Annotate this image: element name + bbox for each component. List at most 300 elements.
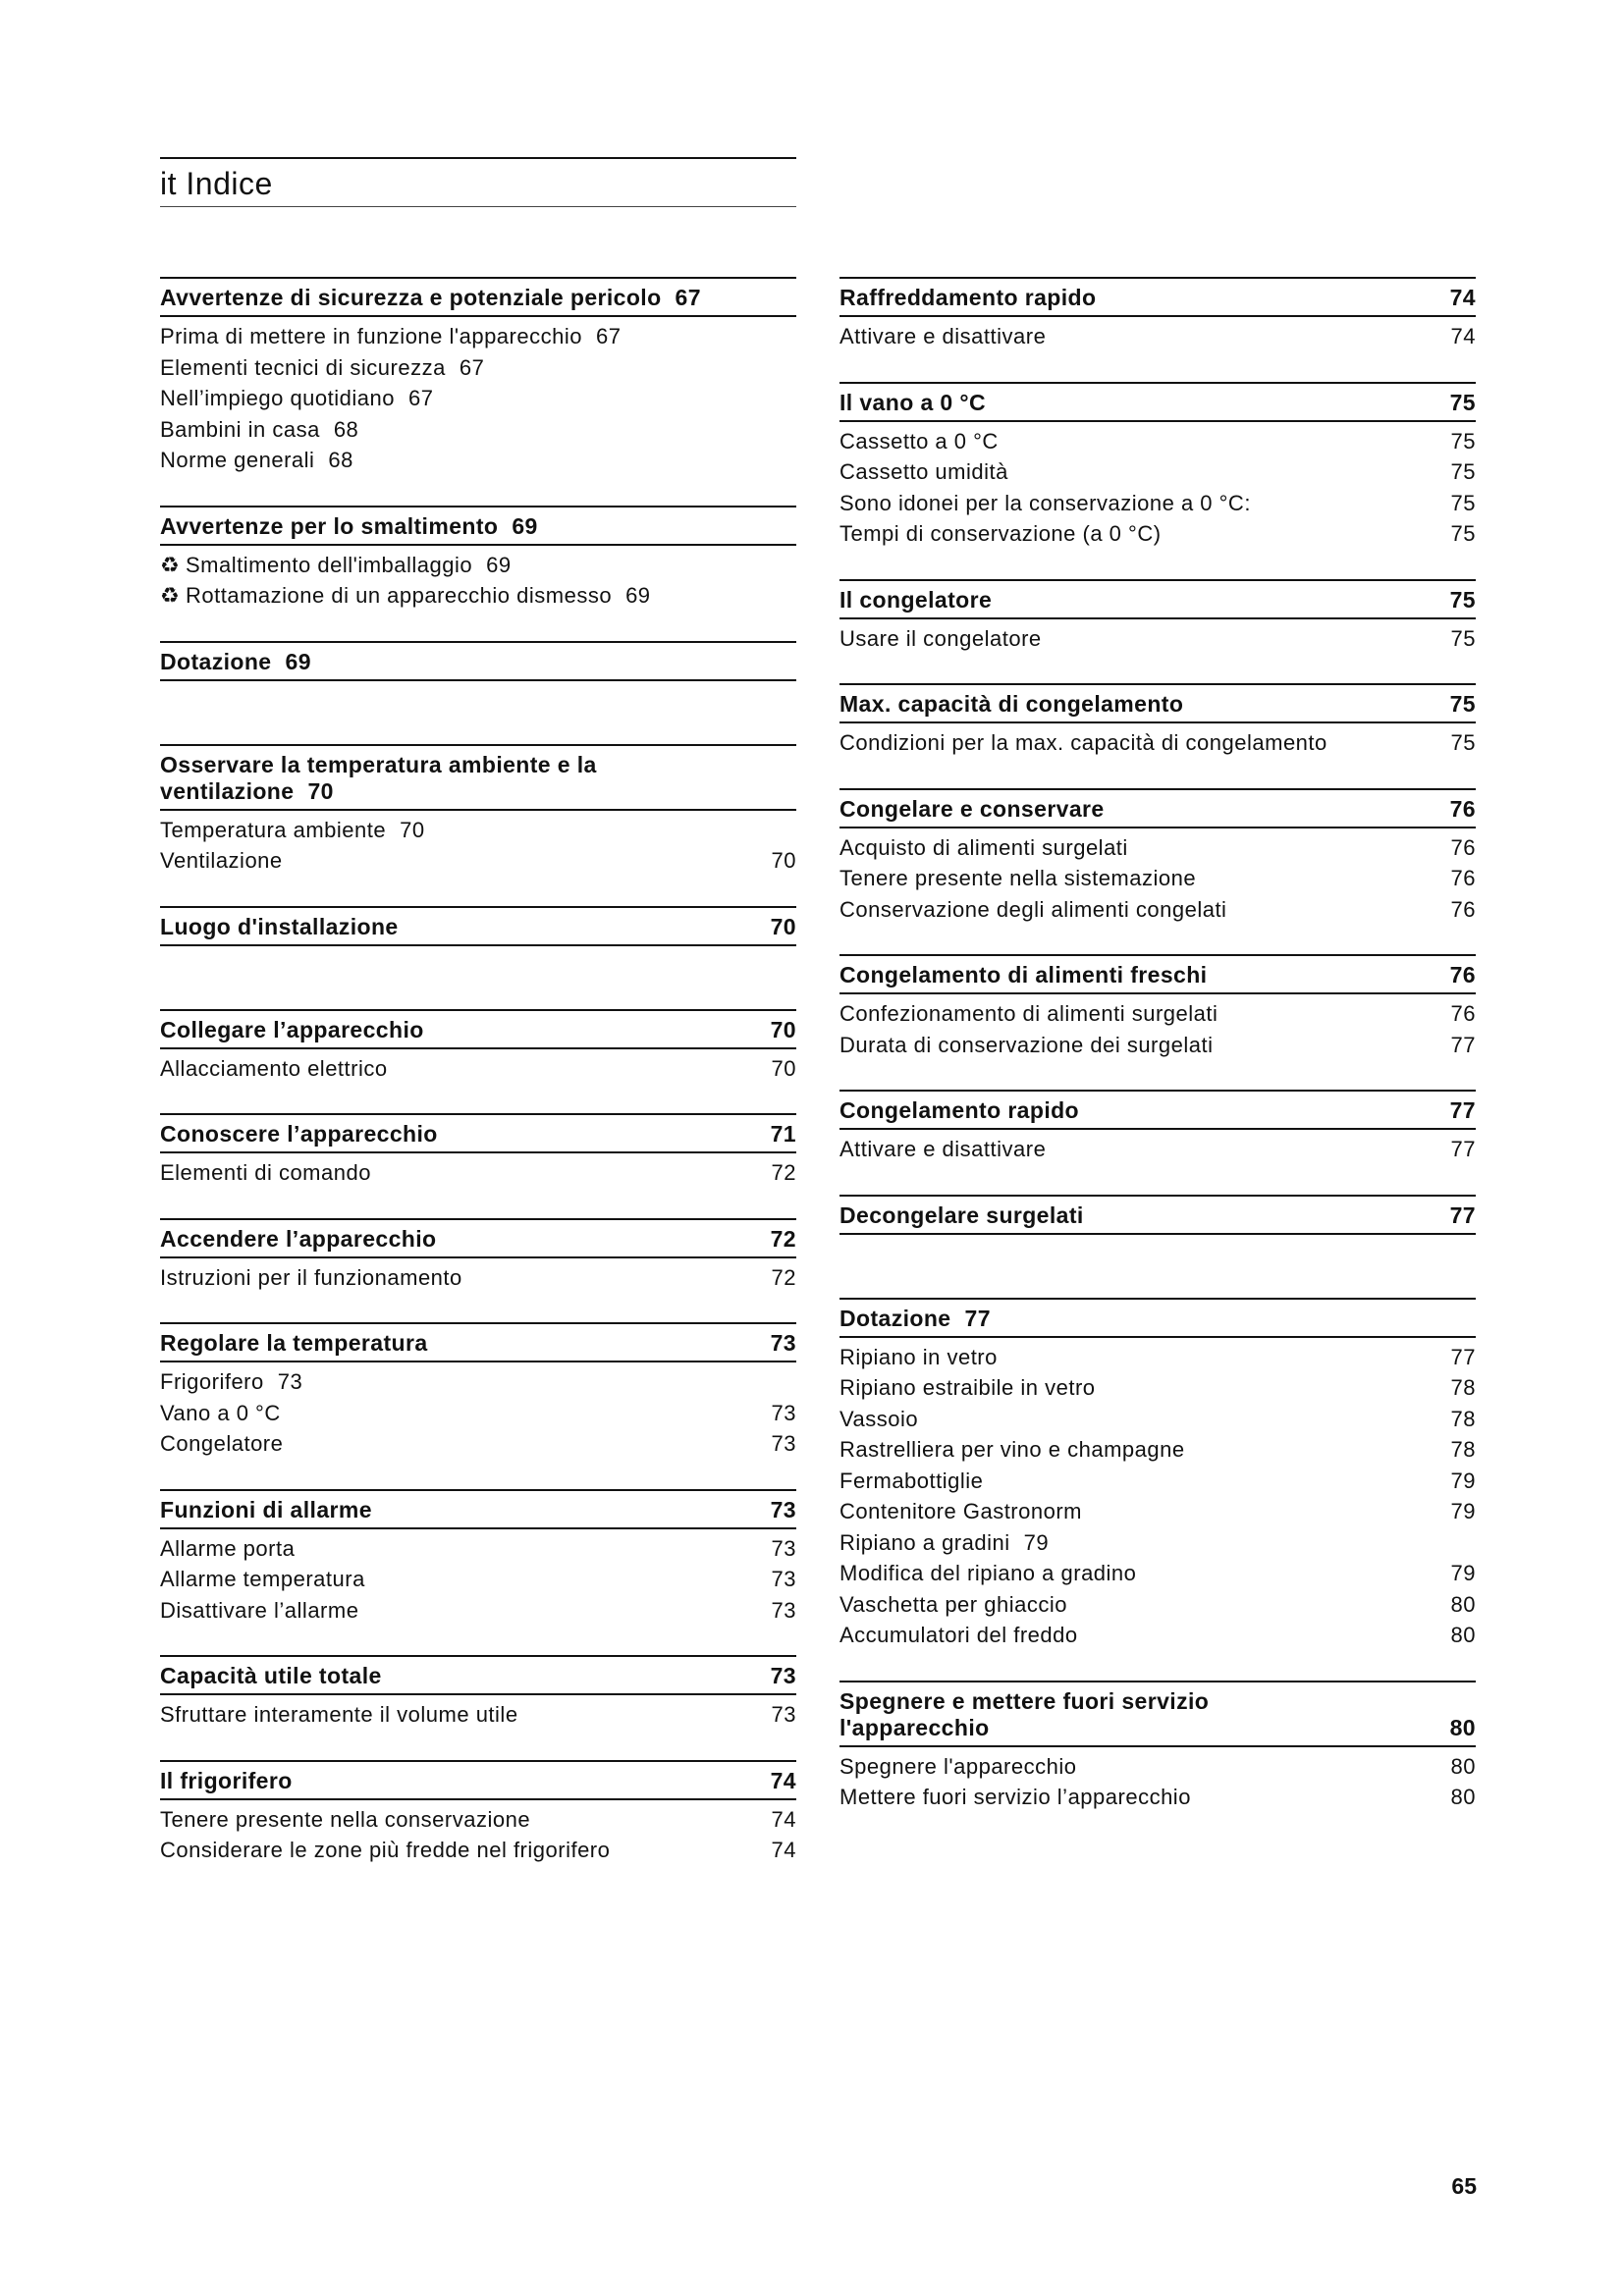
toc-entry[interactable] [839,1342,1476,1373]
toc-entry[interactable] [160,1533,796,1565]
toc-entry-label [160,352,484,384]
toc-entry-list [839,317,1476,352]
toc-section-title [160,285,796,311]
toc-entry-label [839,1620,1078,1651]
toc-section-page: 69 [285,648,311,674]
toc-section-heading[interactable] [160,1489,796,1529]
toc-entry-page: 67 [459,354,485,380]
toc-entry[interactable] [160,445,796,476]
toc-section-page: 76 [1449,962,1476,988]
toc-left-column [160,277,796,1896]
toc-section-title-text: Il frigorifero [160,1767,293,1793]
toc-entry[interactable] [160,1398,796,1429]
toc-section-title-text: Avvertenze per lo smaltimento [160,512,499,539]
toc-section-title-text: Capacità utile totale [160,1663,382,1688]
toc-entry-text: Prima di mettere in funzione l'apparecchio [160,324,582,348]
toc-section-title-text: Decongelare surgelati [839,1201,1084,1228]
toc-section-heading[interactable] [160,506,796,546]
toc-entry-label [839,1030,1213,1061]
toc-entry-label [839,623,1042,655]
toc-section-page: 72 [770,1225,796,1252]
toc-section-title-text: Dotazione [160,648,272,674]
toc-entry[interactable] [839,1782,1476,1813]
toc-section-page: 73 [770,1496,796,1522]
toc-entry-label [839,832,1128,864]
toc-entry-text: Rottamazione di un apparecchio dismesso [186,583,613,608]
toc-entry[interactable] [839,863,1476,894]
toc-section [839,1195,1476,1268]
toc-entry-list [839,723,1476,759]
toc-entry-text: Acquisto di alimenti surgelati [839,834,1128,860]
toc-entry-text: Ripiano estraibile in vetro [839,1375,1096,1400]
toc-section-title-text: Congelamento di alimenti freschi [839,962,1208,988]
toc-entry[interactable] [160,1366,796,1398]
toc-section-title [160,914,761,940]
toc-section-title-text: Osservare la temperatura ambiente e la ventilazione [160,751,597,804]
toc-section-page: 77 [1449,1201,1476,1228]
toc-section [839,788,1476,926]
toc-entry-list [839,1338,1476,1651]
toc-entry-text: Mettere fuori servizio l’apparecchio [839,1785,1191,1809]
toc-entry[interactable] [839,1372,1476,1404]
toc-section [160,1655,796,1731]
toc-entry[interactable] [160,1053,796,1085]
toc-section-title [160,1330,761,1357]
toc-entry-page: 76 [1450,896,1476,922]
toc-section [839,683,1476,759]
toc-entry-text: Tempi di conservazione (a 0 °C) [839,521,1162,546]
toc-entry-page: 79 [1023,1529,1050,1555]
toc-entry-page: 76 [1450,866,1476,890]
toc-section-title [160,1768,761,1794]
toc-entry-list [160,317,796,476]
toc-entry[interactable] [839,998,1476,1030]
toc-section-heading[interactable] [839,1090,1476,1130]
toc-section-title-text: Luogo d'installazione [160,913,399,939]
toc-section-title-text: Spegnere e mettere fuori servizio l'apparecchio [839,1687,1210,1740]
toc-entry-page: 80 [1450,1591,1476,1617]
toc-entry-label [839,1589,1067,1621]
toc-section-page: 77 [964,1305,991,1331]
toc-section-title-text: Congelamento rapido [839,1097,1080,1123]
toc-entry-list [839,828,1476,926]
toc-section-page: 70 [307,777,334,804]
toc-section [160,744,796,877]
toc-entry[interactable] [160,1699,796,1731]
toc-entry-text: Congelatore [160,1431,284,1456]
toc-entry-text: Sono idonei per la conservazione a 0 °C: [839,490,1251,515]
toc-entry[interactable] [839,1466,1476,1497]
toc-entry-text: Sfruttare interamente il volume utile [160,1702,518,1727]
toc-entry[interactable] [839,727,1476,759]
toc-entry[interactable] [160,383,796,414]
toc-section [160,1322,796,1460]
toc-section-title [160,1017,761,1043]
toc-entry-text: Frigorifero [160,1369,264,1394]
toc-entry-text: Rastrelliera per vino e champagne [839,1437,1185,1462]
toc-entry[interactable] [839,1030,1476,1061]
toc-entry-label [160,1835,610,1866]
toc-entry-label [839,488,1251,519]
toc-entry-page: 78 [1450,1375,1476,1400]
toc-entry-list [839,1130,1476,1165]
toc-section [839,1090,1476,1165]
toc-section [160,277,796,476]
toc-entry-label [839,426,999,457]
toc-section [160,1489,796,1627]
toc-section-heading[interactable] [839,1195,1476,1235]
toc-entry-list [839,619,1476,655]
toc-entry-page: 68 [328,448,353,472]
toc-entry-text: Contenitore Gastronorm [839,1499,1082,1523]
toc-section-heading[interactable] [160,1655,796,1695]
toc-entry-label [839,1342,998,1373]
toc-entry-page: 80 [1450,1753,1476,1779]
toc-entry-label [839,1404,918,1435]
toc-entry-text: Vassoio [839,1406,919,1431]
toc-entry-page: 74 [1450,324,1476,348]
toc-entry[interactable] [160,815,796,846]
toc-section-heading[interactable] [839,788,1476,828]
toc-section [839,954,1476,1060]
toc-section-heading[interactable] [839,382,1476,422]
toc-entry-label [839,1434,1185,1466]
toc-entry-text: Fermabottiglie [839,1468,984,1493]
toc-entry-label [839,1134,1046,1165]
toc-entry-text: Attivare e disattivare [839,324,1047,348]
toc-section-page: 74 [770,1767,796,1793]
toc-entry-page: 77 [1450,1137,1476,1161]
toc-entry[interactable] [160,1428,796,1460]
toc-entry-page: 73 [771,1400,796,1425]
toc-section [839,1298,1476,1651]
toc-entry-text: Temperatura ambiente [160,817,387,842]
toc-entry-text: Cassetto umidità [839,459,1008,484]
toc-section-heading[interactable] [839,579,1476,619]
toc-section-title [160,1226,761,1253]
toc-section-title [839,1097,1440,1124]
toc-entry-page: 72 [771,1264,796,1290]
toc-entry-label [839,1496,1082,1527]
toc-section-title-text: Il congelatore [839,586,993,613]
toc-entry-page: 75 [1450,521,1476,546]
toc-entry-label [160,445,353,476]
toc-section-page: 69 [512,512,538,539]
toc-section-heading[interactable] [839,1298,1476,1338]
index-header [160,157,796,207]
toc-entry-page: 73 [771,1567,796,1591]
toc-entry-text: Confezionamento di alimenti surgelati [839,1001,1218,1026]
recycle-icon: ♻ [160,583,181,608]
toc-section-page: 80 [1449,1714,1476,1740]
toc-section-heading[interactable] [839,954,1476,994]
toc-section-title [160,1497,761,1523]
toc-section-title [839,587,1440,614]
toc-entry[interactable] [839,1751,1476,1783]
toc-section-spacer [160,946,796,980]
toc-entry-text: Ripiano in vetro [839,1344,998,1369]
toc-entry-page: 80 [1450,1623,1476,1647]
toc-entry-page: 79 [1450,1561,1476,1585]
toc-entry-text: Nell’impiego quotidiano [160,386,395,410]
toc-entry-label [839,863,1196,894]
toc-entry[interactable] [160,580,796,612]
toc-entry-page: 73 [771,1702,796,1727]
toc-entry-page: 67 [407,386,434,410]
toc-entry[interactable] [839,456,1476,488]
toc-entry-label [160,321,621,352]
toc-entry[interactable] [160,1835,796,1866]
toc-entry-page: 69 [625,583,651,608]
toc-entry[interactable] [839,1558,1476,1589]
toc-entry[interactable] [160,1157,796,1189]
toc-section-page: 70 [770,1016,796,1042]
toc-entry-page: 77 [1450,1344,1476,1369]
toc-section [160,906,796,980]
toc-entry[interactable] [160,414,796,446]
toc-entry-page: 73 [277,1369,303,1394]
toc-entry[interactable] [160,321,796,352]
toc-entry[interactable] [839,894,1476,926]
toc-entry-page: 74 [771,1806,796,1832]
toc-entry[interactable] [839,623,1476,655]
toc-section-title-text: Funzioni di allarme [160,1496,372,1522]
toc-entry[interactable] [839,321,1476,352]
toc-entry-label [160,815,425,846]
toc-entry-page: 73 [771,1535,796,1561]
toc-entry-text: Elementi di comando [160,1160,371,1185]
toc-entry-label [160,414,358,446]
toc-entry-label [839,998,1218,1030]
toc-section-heading[interactable] [839,277,1476,317]
toc-entry[interactable] [160,1804,796,1836]
toc-section-page: 74 [1449,285,1476,310]
toc-entry-label [160,1366,302,1398]
toc-section-spacer [160,681,796,715]
toc-entry-page: 77 [1450,1032,1476,1057]
toc-entry-text: Allacciamento elettrico [160,1055,388,1081]
toc-section-title [839,1202,1440,1229]
toc-entry-label [160,580,651,612]
toc-section [839,382,1476,550]
toc-section-title-text: Dotazione [839,1305,951,1331]
toc-entry-label [839,1751,1076,1783]
toc-section [160,506,796,612]
toc-section-heading[interactable] [839,683,1476,723]
toc-entry-page: 68 [333,416,359,442]
toc-section-title-text: Avvertenze di sicurezza e potenziale pericolo [160,285,662,310]
toc-section-title-text: Accendere l’apparecchio [160,1225,437,1252]
toc-section-heading[interactable] [160,906,796,946]
toc-section-title-text: Raffreddamento rapido [839,285,1097,310]
toc-section-page: 75 [1449,389,1476,415]
toc-section-heading[interactable] [160,744,796,811]
toc-section-title [839,1306,1476,1332]
toc-entry[interactable] [839,1496,1476,1527]
toc-entry-text: Durata di conservazione dei surgelati [839,1032,1214,1057]
recycle-icon: ♻ [160,552,181,577]
toc-entry-label [160,1595,358,1627]
toc-entry-text: Usare il congelatore [839,625,1042,651]
toc-entry-page: 70 [771,1055,796,1081]
toc-section-title [839,1688,1301,1741]
toc-entry-label [839,1527,1049,1559]
toc-entry-text: Allarme temperatura [160,1567,365,1591]
toc-entry-page: 75 [1450,730,1476,755]
toc-entry-list [160,1049,796,1085]
toc-entry-page: 75 [1450,459,1476,484]
toc-entry-page: 78 [1450,1406,1476,1431]
toc-entry[interactable] [160,1262,796,1294]
toc-entry-list [160,1153,796,1189]
toc-section-page: 73 [770,1330,796,1356]
toc-entry-label [160,383,433,414]
toc-entry-label [839,727,1327,759]
toc-entry-label [160,1699,518,1731]
toc-entry-page: 73 [771,1431,796,1456]
toc-section-heading[interactable] [160,1009,796,1049]
toc-entry[interactable] [839,426,1476,457]
toc-entry[interactable] [839,1589,1476,1621]
toc-section-page: 76 [1449,795,1476,822]
toc-entry-label [839,1782,1191,1813]
toc-entry[interactable] [160,550,796,581]
toc-entry-page: 73 [771,1597,796,1623]
toc-section-heading[interactable] [160,1322,796,1362]
toc-section-page: 71 [770,1121,796,1147]
toc-entry[interactable] [839,1620,1476,1651]
toc-entry[interactable] [839,1527,1476,1559]
toc-entry-list [160,811,796,877]
toc-section-title [839,390,1440,416]
toc-section-heading[interactable] [160,1760,796,1800]
toc-entry-label [160,1262,462,1294]
toc-entry-label [160,1157,371,1189]
toc-entry-text: Vaschetta per ghiaccio [839,1591,1067,1617]
toc-entry-label [160,1428,283,1460]
toc-entry-list [160,1258,796,1294]
toc-entry-text: Accumulatori del freddo [839,1623,1078,1647]
toc-entry-page: 76 [1450,834,1476,860]
toc-entry-label [160,1804,530,1836]
toc-entry-list [839,1747,1476,1813]
toc-entry-text: Condizioni per la max. capacità di congelamento [839,730,1327,755]
toc-entry-label [839,1372,1096,1404]
toc-section-heading[interactable] [160,641,796,681]
toc-section [839,579,1476,655]
toc-entry-page: 79 [1450,1468,1476,1493]
toc-section [160,641,796,715]
toc-section-title [160,752,622,805]
toc-section-spacer [839,1235,1476,1268]
toc-section-heading[interactable] [160,1113,796,1153]
toc-entry-label [160,550,512,581]
toc-section-title [160,649,796,675]
toc-entry-page: 79 [1450,1499,1476,1523]
toc-entry-label [160,845,283,877]
toc-section-title [839,285,1440,311]
toc-entry-text: Vano a 0 °C [160,1400,281,1425]
toc-section-title [839,691,1440,718]
toc-entry[interactable] [839,518,1476,550]
toc-section-title-text: Collegare l’apparecchio [160,1016,424,1042]
toc-section [160,1760,796,1866]
toc-entry-label [839,321,1046,352]
toc-entry-text: Disattivare l’allarme [160,1597,359,1623]
toc-entry-page: 70 [400,817,425,842]
toc-entry-list [160,546,796,612]
toc-entry-text: Tenere presente nella conservazione [160,1806,531,1832]
toc-entry-label [839,1466,983,1497]
toc-section [160,1009,796,1085]
toc-section-title-text: Max. capacità di congelamento [839,691,1184,717]
toc-section [160,1113,796,1189]
toc-entry-page: 76 [1450,1001,1476,1026]
toc-entry-page: 70 [771,848,796,873]
toc-entry-label [839,894,1226,926]
toc-section-title [160,513,796,540]
toc-section-page: 73 [770,1663,796,1688]
toc-section-heading[interactable] [160,277,796,317]
toc-section-title-text: Conoscere l’apparecchio [160,1121,438,1147]
toc-entry-page: 80 [1450,1785,1476,1809]
toc-entry-page: 69 [486,552,512,577]
toc-entry[interactable] [160,845,796,877]
toc-entry-text: Tenere presente nella sistemazione [839,866,1197,890]
toc-section-heading[interactable] [160,1218,796,1258]
toc-entry-page: 75 [1450,428,1476,454]
toc-entry[interactable] [160,1595,796,1627]
toc-entry-label [160,1398,281,1429]
toc-entry-label [160,1564,365,1595]
page-title: it Indice [160,166,273,201]
toc-entry[interactable] [839,1434,1476,1466]
toc-entry-label [160,1053,388,1085]
toc-entry-text: Conservazione degli alimenti congelati [839,896,1227,922]
toc-section-title [160,1121,761,1148]
toc-right-column [839,277,1476,1842]
toc-entry-page: 74 [771,1838,796,1862]
toc-entry[interactable] [160,352,796,384]
toc-entry-label [839,456,1008,488]
toc-entry[interactable] [839,1404,1476,1435]
toc-entry-list [160,1362,796,1460]
toc-entry-text: Istruzioni per il funzionamento [160,1264,462,1290]
toc-entry-list [160,1800,796,1866]
toc-entry[interactable] [839,488,1476,519]
toc-entry-list [839,994,1476,1060]
toc-entry-label [839,1558,1136,1589]
toc-section-page: 67 [675,285,701,310]
toc-section-title-text: Il vano a 0 °C [839,389,987,415]
toc-section-title [839,796,1440,823]
toc-entry[interactable] [160,1564,796,1595]
toc-entry-list [160,1695,796,1731]
toc-entry-text: Considerare le zone più fredde nel frigorifero [160,1838,611,1862]
toc-entry-page: 78 [1450,1437,1476,1462]
toc-entry-page: 75 [1450,625,1476,651]
toc-entry[interactable] [839,832,1476,864]
toc-section-page: 77 [1449,1097,1476,1123]
toc-entry-label [839,518,1162,550]
toc-section-heading[interactable] [839,1681,1476,1747]
toc-entry-text: Modifica del ripiano a gradino [839,1561,1137,1585]
toc-entry-text: Allarme porta [160,1535,296,1561]
toc-section-title [839,962,1440,988]
toc-entry-text: Norme generali [160,448,315,472]
toc-entry-page: 75 [1450,490,1476,515]
toc-entry[interactable] [839,1134,1476,1165]
